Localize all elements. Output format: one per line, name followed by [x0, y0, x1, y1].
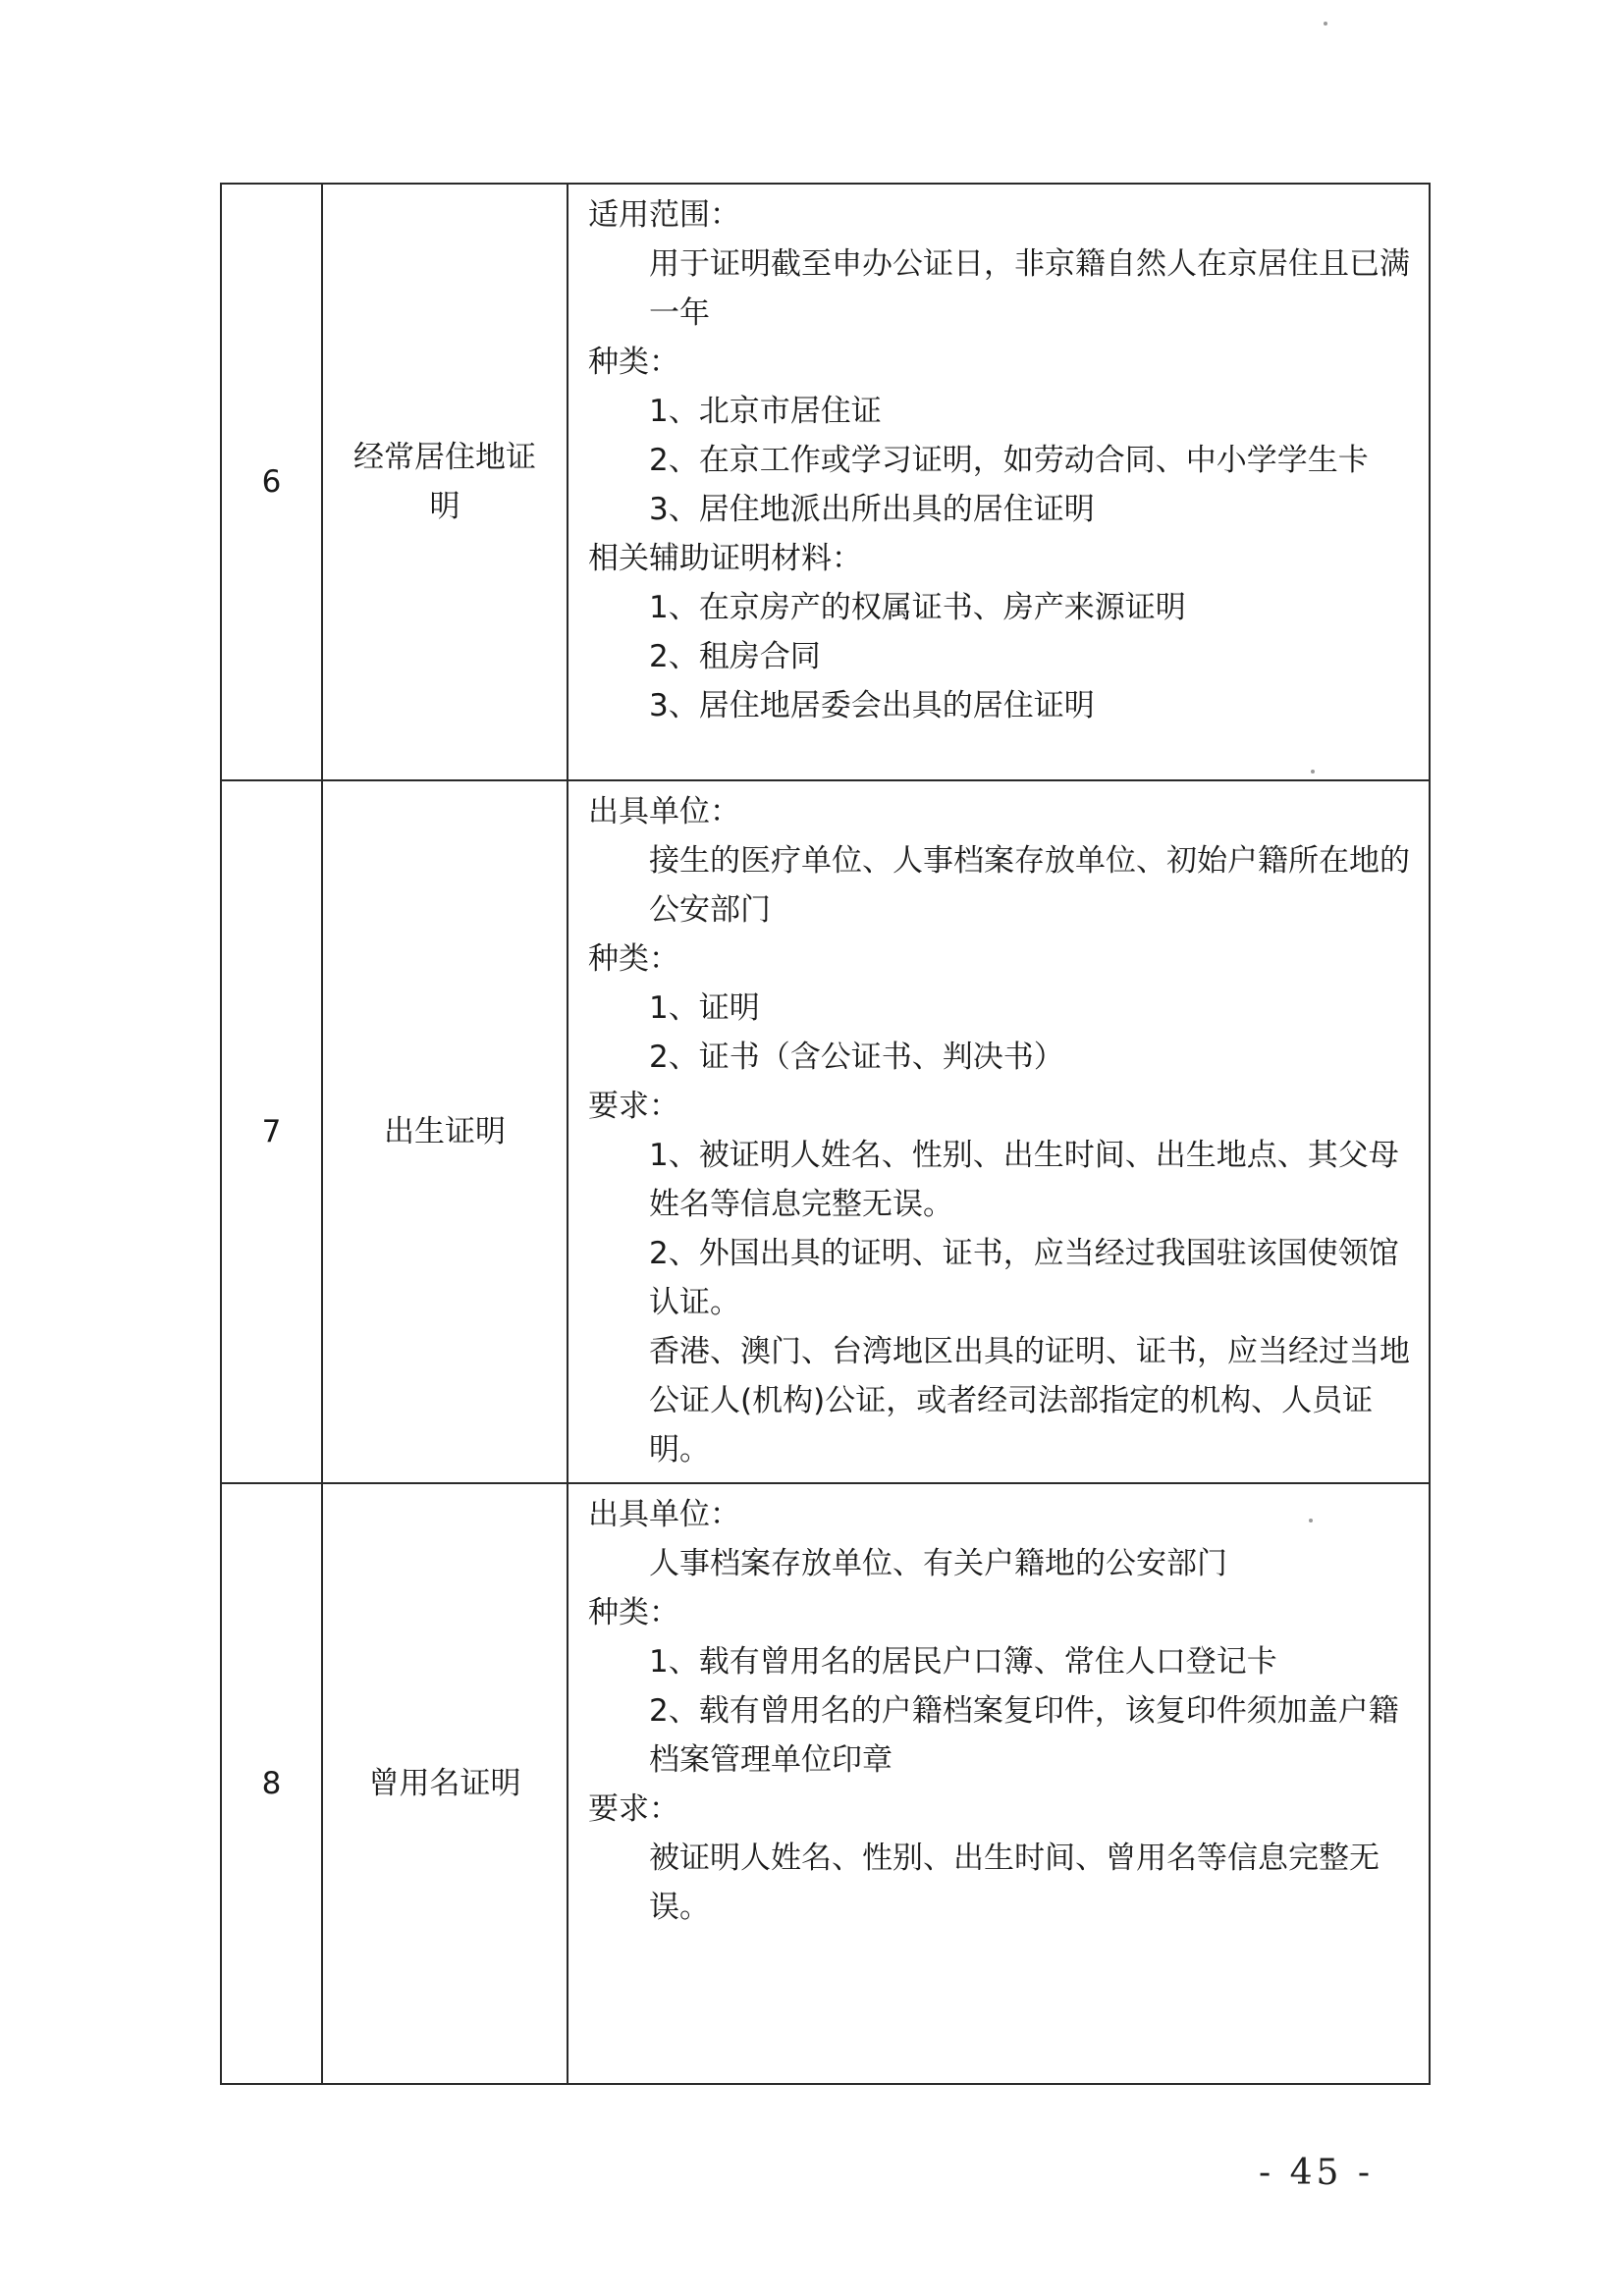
row-number-cell: [221, 184, 322, 780]
list-item: 2、在京工作或学习证明，如劳动合同、中小学学生卡: [649, 443, 1369, 478]
section-heading: 出具单位：: [588, 794, 740, 829]
detail-paragraph: 接生的医疗单位、人事档案存放单位、初始户籍所在地的公安部门: [649, 843, 1410, 928]
document-name-cell: [322, 184, 568, 780]
document-name-cell: [322, 780, 568, 1483]
list-item: 2、租房合同: [649, 639, 821, 674]
section-heading: 适用范围：: [588, 197, 740, 233]
list-item: 2、外国出具的证明、证书，应当经过我国驻该国使领馆认证。: [649, 1236, 1399, 1320]
document-details-cell: [568, 780, 1430, 1483]
section-heading: 出具单位：: [588, 1497, 740, 1532]
row-number-cell: [221, 1483, 322, 2084]
row-number: 6: [261, 464, 282, 500]
document-name: 曾用名证明: [368, 1766, 521, 1801]
list-item: 1、在京房产的权属证书、房产来源证明: [649, 590, 1186, 625]
document-name: 出生证明: [384, 1114, 506, 1149]
scan-speck: [1324, 22, 1327, 26]
certificate-requirements-table: [220, 183, 1431, 2085]
list-item: 2、载有曾用名的户籍档案复印件，该复印件须加盖户籍档案管理单位印章: [649, 1693, 1399, 1778]
detail-paragraph: 用于证明截至申办公证日，非京籍自然人在京居住且已满一年: [649, 246, 1410, 331]
section-heading: 种类：: [588, 345, 679, 380]
document-name: 经常居住地证明: [353, 440, 536, 524]
list-item: 1、证明: [649, 990, 760, 1026]
document-name-cell: [322, 1483, 568, 2084]
detail-paragraph: 香港、澳门、台湾地区出具的证明、证书，应当经过当地公证人(机构)公证，或者经司法部指定的机构、人员证明。: [649, 1334, 1410, 1468]
section-heading: 种类：: [588, 1595, 679, 1630]
list-item: 1、载有曾用名的居民户口簿、常住人口登记卡: [649, 1644, 1277, 1680]
list-item: 2、证书（含公证书、判决书）: [649, 1040, 1064, 1075]
section-heading: 要求：: [588, 1791, 679, 1827]
table-row: [221, 184, 1430, 780]
row-number: 7: [261, 1114, 282, 1149]
document-details-cell: [568, 1483, 1430, 2084]
row-number-cell: [221, 780, 322, 1483]
table-row: [221, 1483, 1430, 2084]
list-item: 3、居住地派出所出具的居住证明: [649, 492, 1095, 527]
document-details-cell: [568, 184, 1430, 780]
list-item: 3、居住地居委会出具的居住证明: [649, 688, 1095, 723]
list-item: 1、被证明人姓名、性别、出生时间、出生地点、其父母姓名等信息完整无误。: [649, 1138, 1399, 1222]
detail-paragraph: 被证明人姓名、性别、出生时间、曾用名等信息完整无误。: [649, 1841, 1380, 1925]
section-heading: 相关辅助证明材料：: [588, 541, 862, 576]
page-number: - 45 -: [1259, 2153, 1375, 2193]
row-number: 8: [261, 1766, 282, 1801]
detail-paragraph: 人事档案存放单位、有关户籍地的公安部门: [649, 1546, 1227, 1581]
list-item: 1、北京市居住证: [649, 394, 882, 429]
section-heading: 要求：: [588, 1089, 679, 1124]
table-row: [221, 780, 1430, 1483]
section-heading: 种类：: [588, 941, 679, 977]
